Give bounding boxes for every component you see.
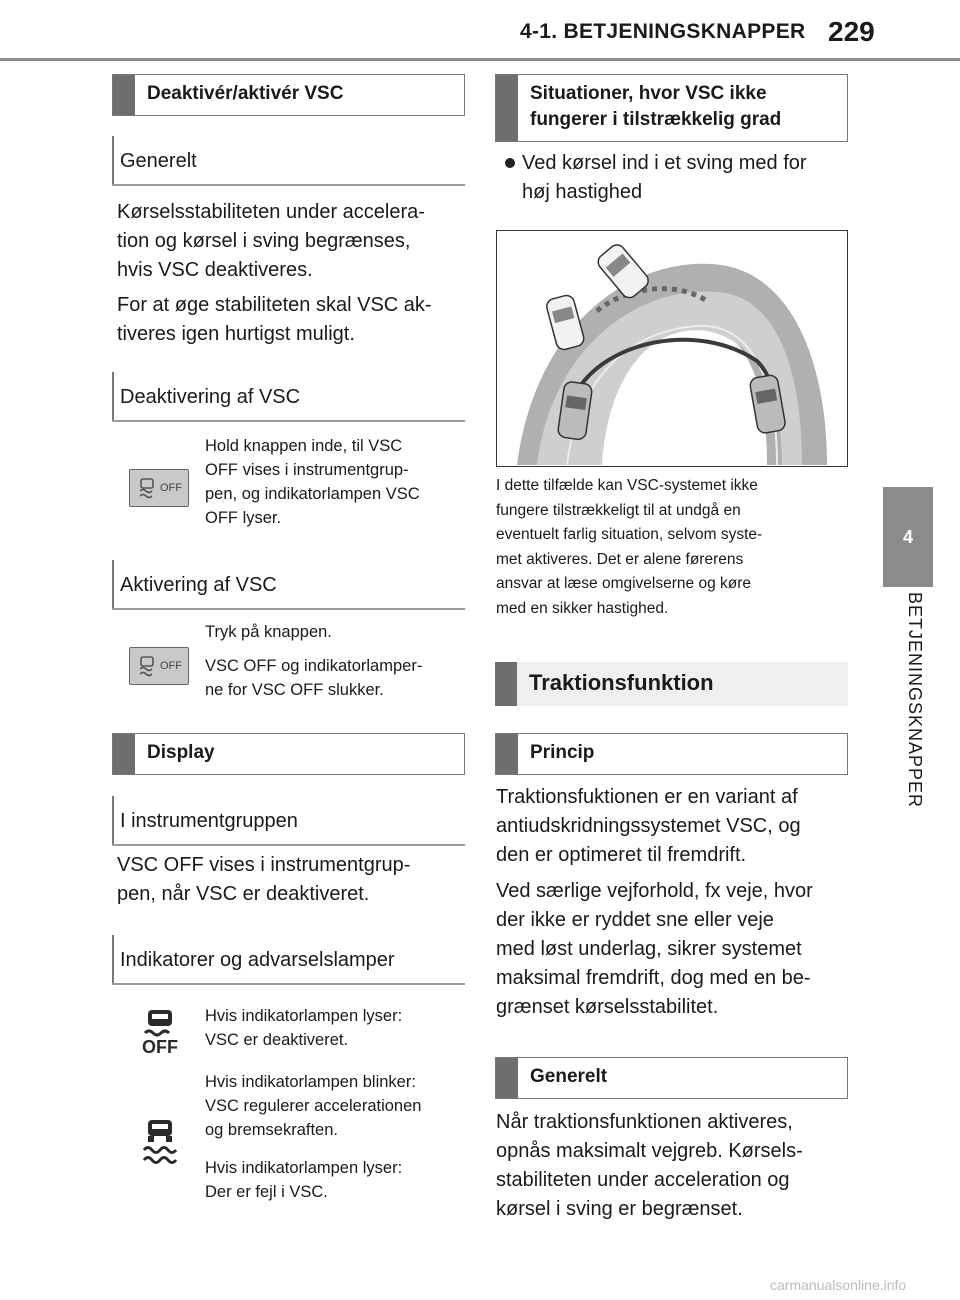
heading-traction: Traktionsfunktion	[495, 662, 848, 706]
side-tab-number: 4	[883, 487, 933, 587]
indicator-blink-text: Hvis indikatorlampen blinker: VSC regulerer accelerationen og bremsekraften.	[205, 1073, 422, 1139]
vsc-off-button-icon-2: OFF	[129, 647, 189, 685]
paragraph-principle-1: Traktionsfuktionen er en variant af antiudskridningssystemet VSC, og den er optimeret til fremdrift.	[496, 786, 801, 866]
header-rule	[0, 58, 960, 61]
car-left	[545, 294, 586, 351]
heading-principle: Princip	[495, 733, 848, 775]
side-tab-label: BETJENINGSKNAPPER	[905, 592, 925, 809]
bullet-speed-curve: Ved kørsel ind i et sving med for høj hastighed	[522, 152, 807, 203]
skid-car-icon	[136, 477, 158, 499]
paragraph-principle-2: Ved særlige vejforhold, fx veje, hvor der ikke er ryddet sne eller veje med løst underlag, sikrer systemet maksimal fremdrift, dog med en be- grænset kørselsstabilitet.	[496, 880, 813, 1018]
vsc-off-indicator-icon: OFF	[140, 1008, 180, 1058]
activation-instruction: Tryk på knappen.	[205, 623, 332, 641]
vsc-skid-indicator-icon	[140, 1118, 180, 1168]
paragraph-general-traction: Når traktionsfunktionen aktiveres, opnås maksimalt vejgreb. Kørsels- stabiliteten under acceleration og kørsel i sving er begrænset.	[496, 1111, 803, 1220]
indicator-fault-text: Hvis indikatorlampen lyser: Der er fejl i VSC.	[205, 1159, 403, 1201]
deactivation-instructions: Hold knappen inde, til VSC OFF vises i instrumentgrup- pen, og indikatorlampen VSC OFF lyser.	[205, 437, 420, 527]
paragraph-cluster: VSC OFF vises i instrumentgrup- pen, når VSC er deaktiveret.	[117, 854, 411, 905]
page-number: 229	[828, 16, 875, 47]
heading-general-traction: Generelt	[495, 1057, 848, 1099]
indicator-off-text: Hvis indikatorlampen lyser: VSC er deaktiveret.	[205, 1007, 403, 1049]
heading-deactivate-vsc: Deaktivér/aktivér VSC	[112, 74, 465, 116]
skid-car-icon	[136, 655, 158, 677]
heading-display: Display	[112, 733, 465, 775]
vsc-off-button-icon: OFF	[129, 469, 189, 507]
illustration-caption: I dette tilfælde kan VSC-systemet ikke fungere tilstrækkeligt til at undgå en eventuelt farlig situation, selvom syste- met aktiveres. Det er alene førerens ansvar at læse omgivelserne og køre med en sikker hastighed.	[496, 477, 763, 617]
footer-watermark: carmanualsonline.info	[770, 1277, 907, 1293]
heading-situations: Situationer, hvor VSC ikke fungerer i tilstrækkelig grad	[495, 74, 848, 142]
paragraph-reactivate: For at øge stabiliteten skal VSC ak- tiveres igen hurtigst muligt.	[117, 294, 432, 345]
activation-result: VSC OFF og indikatorlamper- ne for VSC OFF slukker.	[205, 657, 423, 699]
curve-skid-illustration	[496, 230, 848, 467]
chapter-title: 4-1. BETJENINGSKNAPPER	[520, 20, 806, 43]
paragraph-stability: Kørselsstabiliteten under accelera- tion og kørsel i sving begrænses, hvis VSC deaktiveres.	[117, 201, 425, 281]
bullet-dot	[505, 158, 515, 168]
